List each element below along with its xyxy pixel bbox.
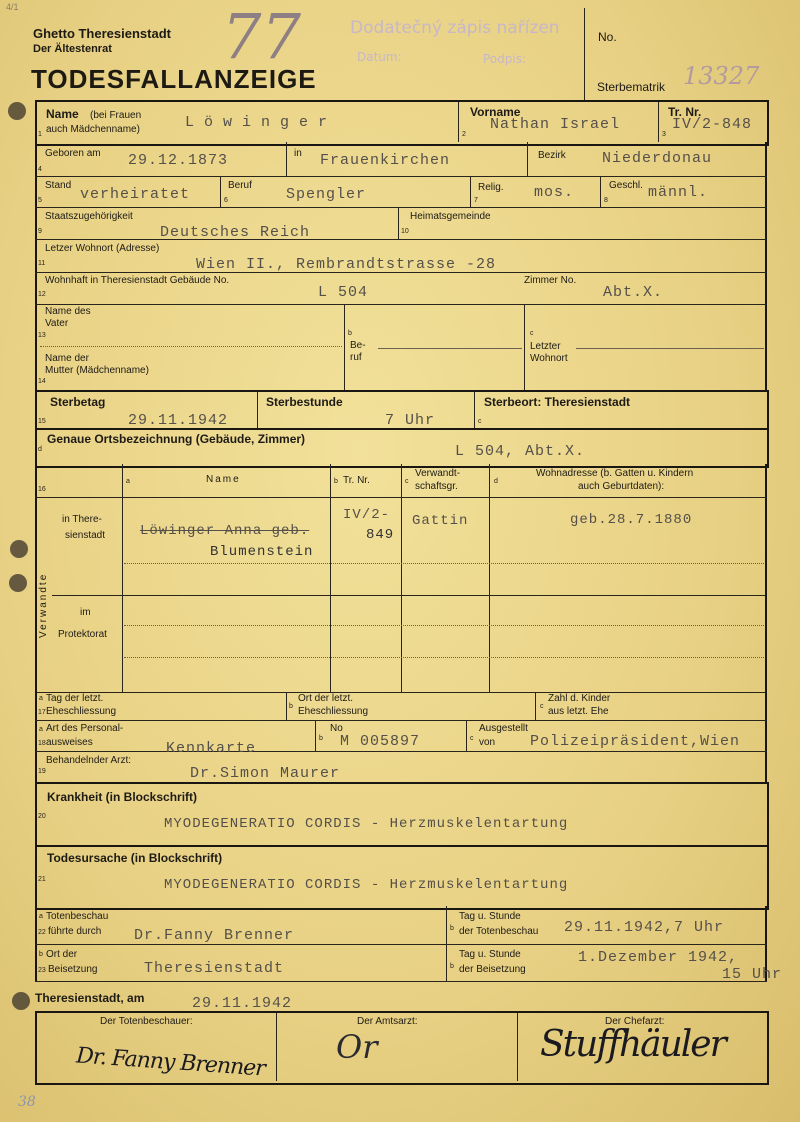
ort-beisetzung-1: Ort der: [46, 949, 78, 960]
rel-trnr-2: 849: [366, 527, 395, 543]
field-number: 5: [38, 197, 42, 204]
letzter-label1: Letzter: [530, 341, 561, 352]
punch-hole: [8, 102, 26, 120]
sig2-signature: Or: [336, 1028, 378, 1066]
in-label: in: [294, 148, 302, 159]
vorname-value: Nathan Israel: [490, 116, 621, 133]
sig1-label: Der Totenbeschauer:: [100, 1016, 193, 1027]
bottom-corner-mark: 38: [18, 1094, 36, 1110]
tag-beisetzung-2: der Beisetzung: [459, 964, 526, 975]
row-line: [35, 720, 767, 721]
sterbetag-label: Sterbetag: [50, 395, 106, 409]
divider: [286, 692, 287, 720]
field-number: 1: [38, 131, 42, 138]
letzter-label2: Wohnort: [530, 353, 568, 364]
field-number: 14: [38, 378, 46, 385]
sig1-signature: Dr. Fanny Brenner: [75, 1043, 266, 1082]
field-letter: b: [39, 951, 43, 958]
geboren-label: Geboren am: [45, 148, 101, 159]
ursache-value: MYODEGENERATIO CORDIS - Herzmuskelentartung: [164, 877, 569, 893]
pencil-mark: 77: [222, 0, 301, 73]
beruf-label: Beruf: [228, 180, 252, 191]
field-letter: c: [405, 478, 409, 485]
field-number: 21: [38, 876, 46, 883]
sterbematrik-value: 13327: [683, 62, 760, 90]
divider: [122, 464, 123, 692]
ausgestellt-1: Ausgestellt: [479, 723, 528, 734]
header-divider: [584, 8, 585, 100]
bezirk-label: Bezirk: [538, 150, 566, 161]
beschau-label-2: führte durch: [48, 926, 102, 937]
tag-beisetzung-value2: 15 Uhr: [722, 966, 783, 983]
relig-value: mos.: [534, 184, 575, 201]
in-value: Frauenkirchen: [320, 152, 451, 169]
right-border: [765, 692, 767, 782]
marriage-tag-1: Tag der letzt.: [46, 693, 104, 704]
row-line: [52, 595, 765, 596]
corner-mark: 4/1: [6, 2, 19, 12]
row-line: [37, 845, 767, 847]
divider: [220, 176, 221, 207]
punch-hole: [9, 574, 27, 592]
divider: [474, 392, 475, 428]
punch-hole: [10, 540, 28, 558]
art-value: Kennkarte: [166, 740, 257, 757]
bezirk-value: Niederdonau: [602, 150, 713, 167]
field-number: 23: [38, 967, 46, 974]
col-verw1: Verwandt-: [415, 468, 461, 479]
field-letter: b: [450, 963, 454, 970]
field-number: 11: [38, 260, 46, 267]
genaue-label: Genaue Ortsbezeichnung (Gebäude, Zimmer): [47, 432, 306, 446]
in-there2: sienstadt: [65, 530, 106, 541]
sterbematrik-label: Sterbematrik: [597, 80, 666, 94]
divider: [658, 102, 659, 142]
side-label: Verwandte: [38, 572, 49, 638]
ghetto-title: Ghetto Theresienstadt: [33, 26, 171, 41]
row-line: [378, 348, 522, 349]
form-title: TODESFALLANZEIGE: [31, 64, 317, 94]
field-letter: a: [39, 913, 43, 920]
sig3-label: Der Chefarzt:: [605, 1016, 665, 1027]
row-line: [35, 176, 767, 177]
beruf-value: Spengler: [286, 186, 367, 203]
divider: [466, 720, 467, 751]
field-number: 10: [401, 228, 409, 235]
dotted-line: [124, 625, 764, 626]
arzt-label: Behandelnder Arzt:: [46, 755, 132, 766]
col-trnr: Tr. Nr.: [343, 475, 370, 486]
tag-beschau-1: Tag u. Stunde: [459, 911, 521, 922]
rel-verw: Gattin: [412, 513, 469, 529]
geboren-value: 29.12.1873: [128, 152, 229, 169]
arzt-value: Dr.Simon Maurer: [190, 765, 341, 782]
im-label: im: [80, 607, 91, 618]
divider: [600, 176, 601, 207]
mutter-label2: Mutter (Mädchenname): [45, 365, 149, 376]
field-number: 2: [462, 131, 466, 138]
in-there1: in There-: [62, 514, 102, 525]
field-number: 16: [38, 486, 46, 493]
sterbestunde-value: 7 Uhr: [385, 412, 436, 429]
stand-value: verheiratet: [80, 186, 191, 203]
field-number: 13: [38, 332, 46, 339]
geschl-label: Geschl.: [609, 180, 643, 191]
wohnhaft-value: L 504: [318, 284, 369, 301]
marriage-kinder-1: Zahl d. Kinder: [548, 693, 611, 704]
field-letter: c: [478, 418, 482, 425]
vater-label2: Vater: [45, 318, 69, 329]
divider: [315, 720, 316, 751]
divider: [398, 207, 399, 239]
place-date-value: 29.11.1942: [192, 995, 293, 1012]
marriage-ort-2: Eheschliessung: [298, 706, 369, 717]
field-number: 3: [662, 131, 666, 138]
stamp-podpis: Podpis:: [483, 52, 527, 66]
vater-label1: Name des: [45, 306, 91, 317]
row-line: [35, 304, 767, 305]
geschl-value: männl.: [648, 184, 709, 201]
divider: [446, 906, 447, 981]
field-number: 22: [38, 929, 46, 936]
ort-beisetzung-2: Beisetzung: [48, 964, 98, 975]
mutter-label1: Name der: [45, 353, 89, 364]
left-border: [35, 142, 37, 390]
tag-beisetzung-value1: 1.Dezember 1942,: [578, 949, 739, 966]
marriage-ort-1: Ort der letzt.: [298, 693, 354, 704]
ausgestellt-value: Polizeipräsident,Wien: [530, 733, 741, 750]
row-line: [35, 944, 767, 945]
relig-label: Relig.: [478, 182, 504, 193]
rel-name-1: Löwinger Anna geb.: [140, 523, 310, 539]
staats-value: Deutsches Reich: [160, 224, 311, 241]
col-name: Name: [206, 474, 241, 485]
place-date-label: Theresienstadt, am: [35, 991, 145, 1005]
wohnort-value: Wien II., Rembrandtstrasse -28: [196, 256, 497, 273]
id-no-label: No: [330, 723, 343, 734]
ausgestellt-2: von: [479, 737, 496, 748]
field-letter: a: [39, 695, 43, 702]
dotted-line: [124, 657, 764, 658]
wohnhaft-label: Wohnhaft in Theresienstadt Gebäude No.: [45, 275, 230, 286]
field-number: 18: [38, 740, 46, 747]
field-number: 4: [38, 166, 42, 173]
beschau-value: Dr.Fanny Brenner: [134, 927, 295, 944]
sterbetag-value: 29.11.1942: [128, 412, 229, 429]
field-letter: b: [334, 478, 338, 485]
field-letter: c: [540, 703, 544, 710]
name-sub2: auch Mädchenname): [46, 124, 140, 135]
parents-beruf-label1: Be-: [350, 340, 366, 351]
stamp-line: Dodatečný zápis nařízen: [350, 18, 560, 38]
sterbeort-label: Sterbeort: Theresienstadt: [484, 395, 631, 409]
row-line: [35, 207, 767, 208]
zimmer-label: Zimmer No.: [524, 275, 577, 286]
marriage-tag-2: Eheschliessung: [46, 706, 117, 717]
field-letter: d: [38, 446, 42, 453]
vorname-label: Vorname: [470, 105, 521, 119]
row-line: [35, 751, 767, 752]
protektorat-label: Protektorat: [58, 629, 107, 640]
zimmer-value: Abt.X.: [603, 284, 664, 301]
ort-beisetzung-value: Theresienstadt: [144, 960, 285, 977]
marriage-kinder-2: aus letzt. Ehe: [548, 706, 609, 717]
field-number: 19: [38, 768, 46, 775]
field-letter: c: [530, 330, 534, 337]
divider: [257, 392, 258, 428]
rel-trnr-1: IV/2-: [343, 507, 391, 523]
stamp-datum: Datum:: [357, 50, 402, 64]
krankheit-label: Krankheit (in Blockschrift): [47, 790, 198, 804]
field-letter: b: [450, 925, 454, 932]
field-number: 8: [604, 197, 608, 204]
trnr-label: Tr. Nr.: [668, 105, 702, 119]
col-adr2: auch Geburtdaten):: [578, 481, 665, 492]
rel-adr: geb.28.7.1880: [570, 512, 693, 528]
divider: [524, 304, 525, 390]
rel-name-2: Blumenstein: [210, 544, 314, 560]
id-no-value: M 005897: [340, 733, 421, 750]
genaue-value: L 504, Abt.X.: [455, 443, 586, 460]
field-letter: b: [289, 703, 293, 710]
field-number: 7: [474, 197, 478, 204]
field-letter: c: [470, 735, 474, 742]
name-value: Löwinger: [185, 114, 338, 131]
art-label-1: Art des Personal-: [46, 723, 124, 734]
divider: [458, 102, 459, 142]
field-letter: b: [319, 735, 323, 742]
parents-beruf-label2: ruf: [350, 352, 362, 363]
divider: [470, 176, 471, 207]
heimat-label: Heimatsgemeinde: [410, 211, 491, 222]
divider: [344, 304, 345, 390]
tag-beschau-2: der Totenbeschau: [459, 926, 539, 937]
art-label-2: ausweises: [46, 737, 93, 748]
divider: [276, 1013, 277, 1081]
stand-label: Stand: [45, 180, 72, 191]
name-sub: (bei Frauen: [90, 110, 142, 121]
krankheit-value: MYODEGENERATIO CORDIS - Herzmuskelentartung: [164, 816, 569, 832]
col-verw2: schaftsgr.: [415, 481, 458, 492]
name-label: Name: [46, 107, 79, 121]
field-number: 15: [38, 418, 46, 425]
left-border: [35, 464, 37, 692]
no-label: No.: [598, 30, 617, 44]
divider: [535, 692, 536, 720]
right-border: [765, 142, 767, 390]
field-letter: d: [494, 478, 498, 485]
field-letter: a: [126, 478, 130, 485]
field-number: 12: [38, 291, 46, 298]
row-line: [35, 692, 767, 693]
dotted-line: [124, 563, 764, 564]
field-letter: b: [348, 330, 352, 337]
field-letter: a: [39, 726, 43, 733]
beschau-label-1: Totenbeschau: [46, 911, 109, 922]
tag-beisetzung-1: Tag u. Stunde: [459, 949, 521, 960]
right-border: [765, 464, 767, 692]
sig3-signature: Stuffhäuler: [540, 1024, 725, 1065]
field-number: 17: [38, 709, 46, 716]
ursache-label: Todesursache (in Blockschrift): [47, 851, 223, 865]
col-adr1: Wohnadresse (b. Gatten u. Kindern: [536, 468, 694, 479]
staats-label: Staatszugehörigkeit: [45, 211, 133, 222]
left-border: [35, 692, 37, 782]
punch-hole: [12, 992, 30, 1010]
council-title: Der Ältestenrat: [33, 43, 112, 55]
trnr-value: IV/2-848: [672, 116, 753, 133]
field-number: 6: [224, 197, 228, 204]
sig2-label: Der Amtsarzt:: [357, 1016, 418, 1027]
dotted-line: [40, 346, 342, 347]
field-number: 9: [38, 228, 42, 235]
divider: [527, 142, 528, 176]
row-line: [35, 239, 767, 240]
field-number: 20: [38, 813, 46, 820]
row-line: [35, 981, 767, 982]
divider: [517, 1013, 518, 1081]
row-line: [576, 348, 764, 349]
divider: [286, 142, 287, 176]
wohnort-label: Letzer Wohnort (Adresse): [45, 243, 160, 254]
tag-beschau-value: 29.11.1942,7 Uhr: [564, 919, 725, 936]
sterbestunde-label: Sterbestunde: [266, 395, 343, 409]
